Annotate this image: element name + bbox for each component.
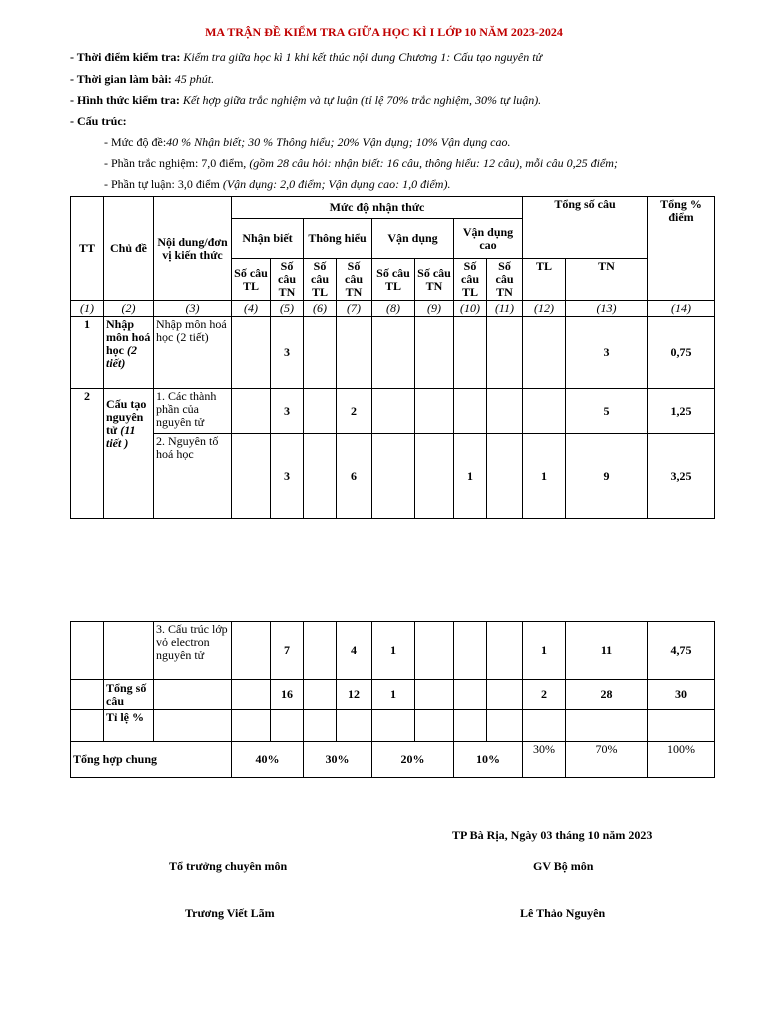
info-value: 45 phút. [174,72,215,86]
row-content: 2. Nguyên tố hoá học [154,434,232,519]
cell-th-tn: 2 [337,389,372,434]
row-tt: 2 [71,389,104,519]
info-value: Kết hợp giữa trắc nghiệm và tự luận (tỉ lệ 70% trắc nghiệm, 30% tự luận). [182,93,542,107]
info-label: - Cấu trúc: [70,114,127,128]
cell-total-tn: 9 [566,434,648,519]
info-form [70,93,541,108]
row-content: 3. Cấu trúc lớp vỏ electron nguyên tử [154,622,232,680]
general-vdc: 10% [454,742,523,778]
cell-vdc-tl: 1 [454,434,487,519]
signature-date: TP Bà Rịa, Ngày 03 tháng 10 năm 2023 [452,828,653,842]
header-so-cau-tn: Số câu TN [415,259,454,301]
cell-percent: 4,75 [648,622,715,680]
column-number: (11) [487,301,523,317]
table-row [71,317,715,389]
header-tt: TT [71,197,104,301]
topic-periods: (2 tiết) [106,343,137,370]
header-tl: TL [523,259,566,301]
general-label: Tổng hợp chung [71,742,232,778]
ratio-label: Tỉ lệ % [104,710,154,742]
cell-total-tn: 11 [566,622,648,680]
column-number: (8) [372,301,415,317]
cell-percent: 3,25 [648,434,715,519]
cell-nb-tn: 3 [271,389,304,434]
info-label: - Thời gian làm bài: [70,72,172,86]
column-number: (3) [154,301,232,317]
cell-percent: 0,75 [648,317,715,389]
general-th: 30% [304,742,372,778]
column-number: (10) [454,301,487,317]
header-total-percent: Tổng % điểm [648,197,715,301]
column-number: (2) [104,301,154,317]
header-topic: Chủ đề [104,197,154,301]
column-number: (14) [648,301,715,317]
info-value: 40 % Nhận biết; 30 % Thông hiểu; 20% Vận dụng; 10% Vận dụng cao. [166,135,511,149]
signature-right-name: Lê Thảo Nguyên [520,906,606,920]
matrix-table-part1 [70,196,715,519]
matrix-table-part2 [70,621,715,778]
column-number: (7) [337,301,372,317]
info-value: Kiểm tra giữa học kì 1 khi kết thúc nội dung Chương 1: Cấu tạo nguyên tử [183,50,543,64]
header-so-cau-tn: Số câu TN [487,259,523,301]
info-label: - Hình thức kiểm tra: [70,93,180,107]
info-label: - Phần tự luận: 3,0 điểm [104,177,220,191]
cell-nb-tn: 3 [271,317,304,389]
cell-total-tl: 1 [523,434,566,519]
header-so-cau-tn: Số câu TN [337,259,372,301]
column-number: (4) [232,301,271,317]
header-so-cau-tl: Số câu TL [232,259,271,301]
cell-nb-tn: 3 [271,434,304,519]
document-title: MA TRẬN ĐỀ KIỂM TRA GIỮA HỌC KÌ I LỚP 10 NĂM 2023-2024 [205,25,563,39]
header-van-dung: Vận dụng [372,219,454,259]
general-total: 100% [648,742,715,778]
column-number: (13) [566,301,648,317]
header-so-cau-tn: Số câu TN [271,259,304,301]
info-level [104,135,510,150]
general-tl: 30% [523,742,566,778]
cell-total-tl: 1 [523,622,566,680]
sum-nb-tn: 16 [271,680,304,710]
column-number: (6) [304,301,337,317]
cell-vd-tl: 1 [372,622,415,680]
column-number: (9) [415,301,454,317]
header-so-cau-tl: Số câu TL [372,259,415,301]
topic-periods: (11 tiết ) [106,423,136,450]
info-structure [70,114,127,129]
sum-total-tn: 28 [566,680,648,710]
info-label: - Phần trắc nghiệm: 7,0 điểm, [104,156,247,170]
signature-left-title: Tổ trưởng chuyên môn [169,859,288,873]
header-van-dung-cao: Vận dụng cao [454,219,523,259]
general-vd: 20% [372,742,454,778]
general-tn: 70% [566,742,648,778]
signature-right-title: GV Bộ môn [533,859,594,873]
sum-label: Tổng số câu [104,680,154,710]
sum-total-percent: 30 [648,680,715,710]
ratio-row [71,710,715,742]
info-duration [70,72,214,87]
info-label: - Thời điểm kiểm tra: [70,50,181,64]
column-number: (12) [523,301,566,317]
row-content: 1. Các thành phần của nguyên tử [154,389,232,434]
sum-vd-tl: 1 [372,680,415,710]
info-mc [104,156,618,171]
row-topic [104,389,154,519]
cell-total-tn: 5 [566,389,648,434]
info-label: - Mức độ đề: [104,135,167,149]
cell-th-tn: 4 [337,622,372,680]
header-tn: TN [566,259,648,301]
table-row [71,389,715,434]
general-row [71,742,715,778]
sum-th-tn: 12 [337,680,372,710]
cell-percent: 1,25 [648,389,715,434]
topic-name: Cấu tạo nguyên tử [106,397,147,437]
header-thong-hieu: Thông hiểu [304,219,372,259]
header-nhan-biet: Nhận biết [232,219,304,259]
header-so-cau-tl: Số câu TL [304,259,337,301]
column-number: (5) [271,301,304,317]
header-content: Nội dung/đơn vị kiến thức [154,197,232,301]
info-time-point [70,50,542,65]
table-row [71,434,715,519]
info-value: (gồm 28 câu hỏi: nhận biết: 16 câu, thông hiểu: 12 câu), mỗi câu 0,25 điểm; [249,156,618,170]
row-content: Nhập môn hoá học (2 tiết) [154,317,232,389]
header-levels: Mức độ nhận thức [232,197,523,219]
sum-total-tl: 2 [523,680,566,710]
cell-th-tn: 6 [337,434,372,519]
row-tt: 1 [71,317,104,389]
topic-name: Nhập môn hoá học [106,317,151,357]
cell-total-tn: 3 [566,317,648,389]
table-row [71,622,715,680]
column-number-row [71,301,715,317]
signature-left-name: Trương Viết Lãm [185,906,275,920]
header-so-cau-tl: Số câu TL [454,259,487,301]
info-value: (Vận dụng: 2,0 điểm; Vận dụng cao: 1,0 điểm). [222,177,451,191]
info-essay [104,177,450,192]
header-total-questions: Tổng số câu [523,197,648,259]
row-topic [104,317,154,389]
column-number: (1) [71,301,104,317]
general-nb: 40% [232,742,304,778]
sum-row [71,680,715,710]
cell-nb-tn: 7 [271,622,304,680]
